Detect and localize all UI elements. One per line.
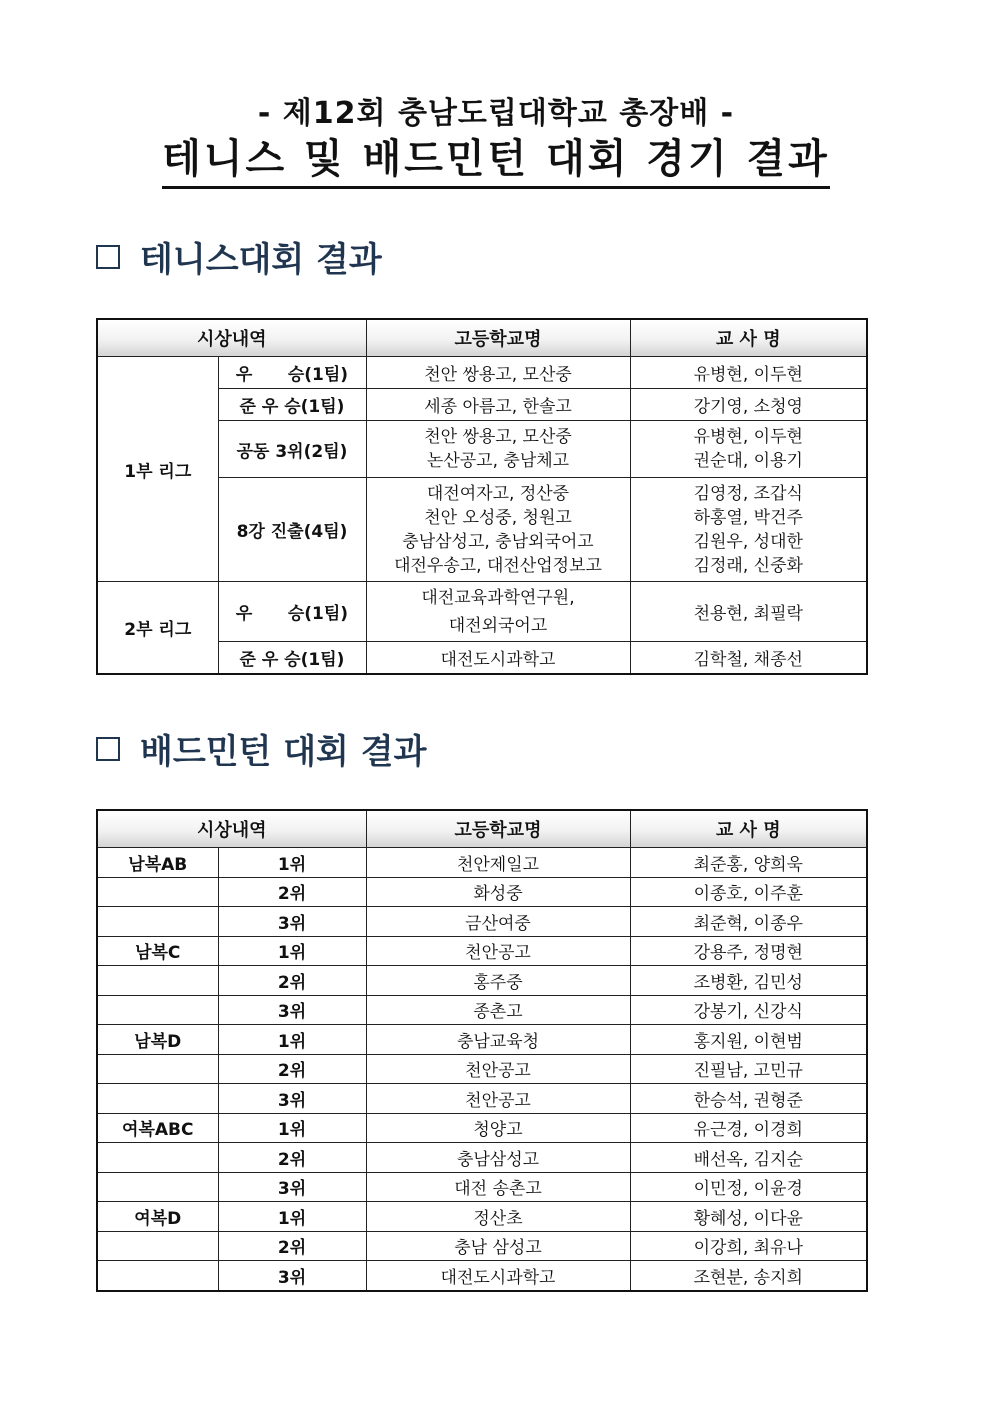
teacher-cell: 황혜성, 이다윤 xyxy=(630,1202,867,1232)
tennis-heading-text: 테니스대회 결과 xyxy=(140,240,382,280)
teacher-cell xyxy=(630,421,867,478)
table-row xyxy=(97,848,867,878)
league-label: 2부 리그 xyxy=(97,582,218,675)
table-row xyxy=(97,1025,867,1055)
badminton-section-heading xyxy=(96,724,426,773)
school-line: 대전우송고, 대전산업정보고 xyxy=(394,555,602,576)
division-cell xyxy=(97,877,218,907)
table-row xyxy=(97,1261,867,1291)
teacher-line: 김정래, 신중화 xyxy=(693,555,803,576)
teacher-cell: 조병환, 김민성 xyxy=(630,966,867,996)
teacher-cell: 한승석, 권형준 xyxy=(630,1084,867,1114)
badminton-heading-text: 배드민턴 대회 결과 xyxy=(140,732,427,772)
school-cell: 정산초 xyxy=(366,1202,630,1232)
teacher-line: 김영정, 조갑식 xyxy=(693,483,803,504)
rank-cell: 1위 xyxy=(218,848,366,878)
division-cell xyxy=(97,1084,218,1114)
school-cell: 금산여중 xyxy=(366,907,630,937)
column-header-award: 시상내역 xyxy=(97,319,366,357)
table-row xyxy=(97,995,867,1025)
rank-cell: 2위 xyxy=(218,1143,366,1173)
table-row xyxy=(97,582,867,642)
rank-cell: 2위 xyxy=(218,1231,366,1261)
tennis-results-table xyxy=(96,318,868,675)
division-cell xyxy=(97,1143,218,1173)
rank-cell: 2위 xyxy=(218,1054,366,1084)
teacher-cell: 강봉기, 신강식 xyxy=(630,995,867,1025)
teacher-cell: 유병현, 이두현 xyxy=(630,357,867,389)
school-cell: 화성중 xyxy=(366,877,630,907)
school-cell: 천안 쌍용고, 모산중 xyxy=(366,357,630,389)
school-line: 논산공고, 충남체고 xyxy=(426,451,570,471)
division-cell: 여복D xyxy=(97,1202,218,1232)
rank-cell: 2위 xyxy=(218,877,366,907)
rank-cell: 3위 xyxy=(218,995,366,1025)
school-line: 천안 오성중, 청원고 xyxy=(424,507,572,528)
document-subtitle: - 제12회 충남도립대학교 총장배 - xyxy=(257,96,735,131)
teacher-cell: 천용현, 최필락 xyxy=(630,582,867,642)
division-cell: 남복D xyxy=(97,1025,218,1055)
school-cell: 천안제일고 xyxy=(366,848,630,878)
teacher-cell: 이종호, 이주훈 xyxy=(630,877,867,907)
checkbox-square-icon xyxy=(96,245,120,269)
teacher-cell: 조현분, 송지희 xyxy=(630,1261,867,1291)
rank-cell: 1위 xyxy=(218,1202,366,1232)
school-cell: 청양고 xyxy=(366,1113,630,1143)
rank-cell: 1위 xyxy=(218,1025,366,1055)
division-cell xyxy=(97,1054,218,1084)
teacher-cell: 최준홍, 양희욱 xyxy=(630,848,867,878)
teacher-cell: 이민정, 이윤경 xyxy=(630,1172,867,1202)
school-line: 충남삼성고, 충남외국어고 xyxy=(402,531,594,552)
teacher-cell: 홍지원, 이현범 xyxy=(630,1025,867,1055)
award-cell: 공동 3위(2팀) xyxy=(218,421,366,478)
column-header-award: 시상내역 xyxy=(97,810,366,848)
column-header-teacher: 교 사 명 xyxy=(630,810,867,848)
document-title: 테니스 및 배드민턴 대회 경기 결과 xyxy=(162,136,830,189)
column-header-school: 고등학교명 xyxy=(366,810,630,848)
table-row xyxy=(97,966,867,996)
school-line: 대전여자고, 정산중 xyxy=(426,483,570,504)
school-cell: 종촌고 xyxy=(366,995,630,1025)
rank-cell: 3위 xyxy=(218,907,366,937)
table-row xyxy=(97,936,867,966)
table-row xyxy=(97,1172,867,1202)
table-row xyxy=(97,1054,867,1084)
column-header-teacher: 교 사 명 xyxy=(630,319,867,357)
school-cell: 천안공고 xyxy=(366,1054,630,1084)
school-line: 대전외국어고 xyxy=(448,615,548,636)
table-row xyxy=(97,1113,867,1143)
rank-cell: 3위 xyxy=(218,1172,366,1202)
table-row xyxy=(97,907,867,937)
school-cell: 천안공고 xyxy=(366,936,630,966)
league-label: 1부 리그 xyxy=(97,357,218,582)
teacher-line: 유병현, 이두현 xyxy=(693,427,803,447)
school-cell xyxy=(366,421,630,478)
teacher-cell: 최준혁, 이종우 xyxy=(630,907,867,937)
table-row xyxy=(97,1231,867,1261)
school-cell: 대전도시과학고 xyxy=(366,642,630,675)
tennis-section-heading xyxy=(96,232,382,281)
school-cell: 세종 아름고, 한솔고 xyxy=(366,389,630,421)
teacher-cell: 강기영, 소청영 xyxy=(630,389,867,421)
column-header-school: 고등학교명 xyxy=(366,319,630,357)
teacher-cell xyxy=(630,478,867,582)
division-cell xyxy=(97,907,218,937)
division-cell: 여복ABC xyxy=(97,1113,218,1143)
teacher-cell: 이강희, 최유나 xyxy=(630,1231,867,1261)
teacher-cell: 강용주, 정명현 xyxy=(630,936,867,966)
division-cell: 남복AB xyxy=(97,848,218,878)
award-cell: 우 승(1팀) xyxy=(218,357,366,389)
badminton-results-table xyxy=(96,809,868,1292)
division-cell xyxy=(97,1231,218,1261)
rank-cell: 1위 xyxy=(218,1113,366,1143)
document-title-wrap xyxy=(0,136,992,189)
teacher-line: 권순대, 이용기 xyxy=(693,451,803,471)
teacher-cell: 배선옥, 김지순 xyxy=(630,1143,867,1173)
division-cell: 남복C xyxy=(97,936,218,966)
award-cell: 우 승(1팀) xyxy=(218,582,366,642)
school-line: 천안 쌍용고, 모산중 xyxy=(424,427,572,447)
teacher-line: 김원우, 성대한 xyxy=(693,531,803,552)
teacher-cell: 진필남, 고민규 xyxy=(630,1054,867,1084)
school-cell: 대전 송촌고 xyxy=(366,1172,630,1202)
award-cell: 8강 진출(4팀) xyxy=(218,478,366,582)
division-cell xyxy=(97,995,218,1025)
school-cell: 천안공고 xyxy=(366,1084,630,1114)
school-cell: 대전도시과학고 xyxy=(366,1261,630,1291)
division-cell xyxy=(97,1261,218,1291)
rank-cell: 2위 xyxy=(218,966,366,996)
teacher-line: 하홍열, 박건주 xyxy=(693,507,803,528)
school-line: 대전교육과학연구원, xyxy=(421,587,575,608)
teacher-cell: 김학철, 채종선 xyxy=(630,642,867,675)
table-row xyxy=(97,877,867,907)
checkbox-square-icon xyxy=(96,737,120,761)
table-row xyxy=(97,357,867,389)
school-cell: 충남 삼성고 xyxy=(366,1231,630,1261)
table-row xyxy=(97,1084,867,1114)
school-cell: 충남교육청 xyxy=(366,1025,630,1055)
teacher-cell: 유근경, 이경희 xyxy=(630,1113,867,1143)
school-cell xyxy=(366,478,630,582)
division-cell xyxy=(97,1172,218,1202)
rank-cell: 3위 xyxy=(218,1261,366,1291)
school-cell: 홍주중 xyxy=(366,966,630,996)
school-cell xyxy=(366,582,630,642)
division-cell xyxy=(97,966,218,996)
table-row xyxy=(97,1143,867,1173)
table-row xyxy=(97,1202,867,1232)
rank-cell: 1위 xyxy=(218,936,366,966)
award-cell: 준 우 승(1팀) xyxy=(218,642,366,675)
rank-cell: 3위 xyxy=(218,1084,366,1114)
award-cell: 준 우 승(1팀) xyxy=(218,389,366,421)
school-cell: 충남삼성고 xyxy=(366,1143,630,1173)
